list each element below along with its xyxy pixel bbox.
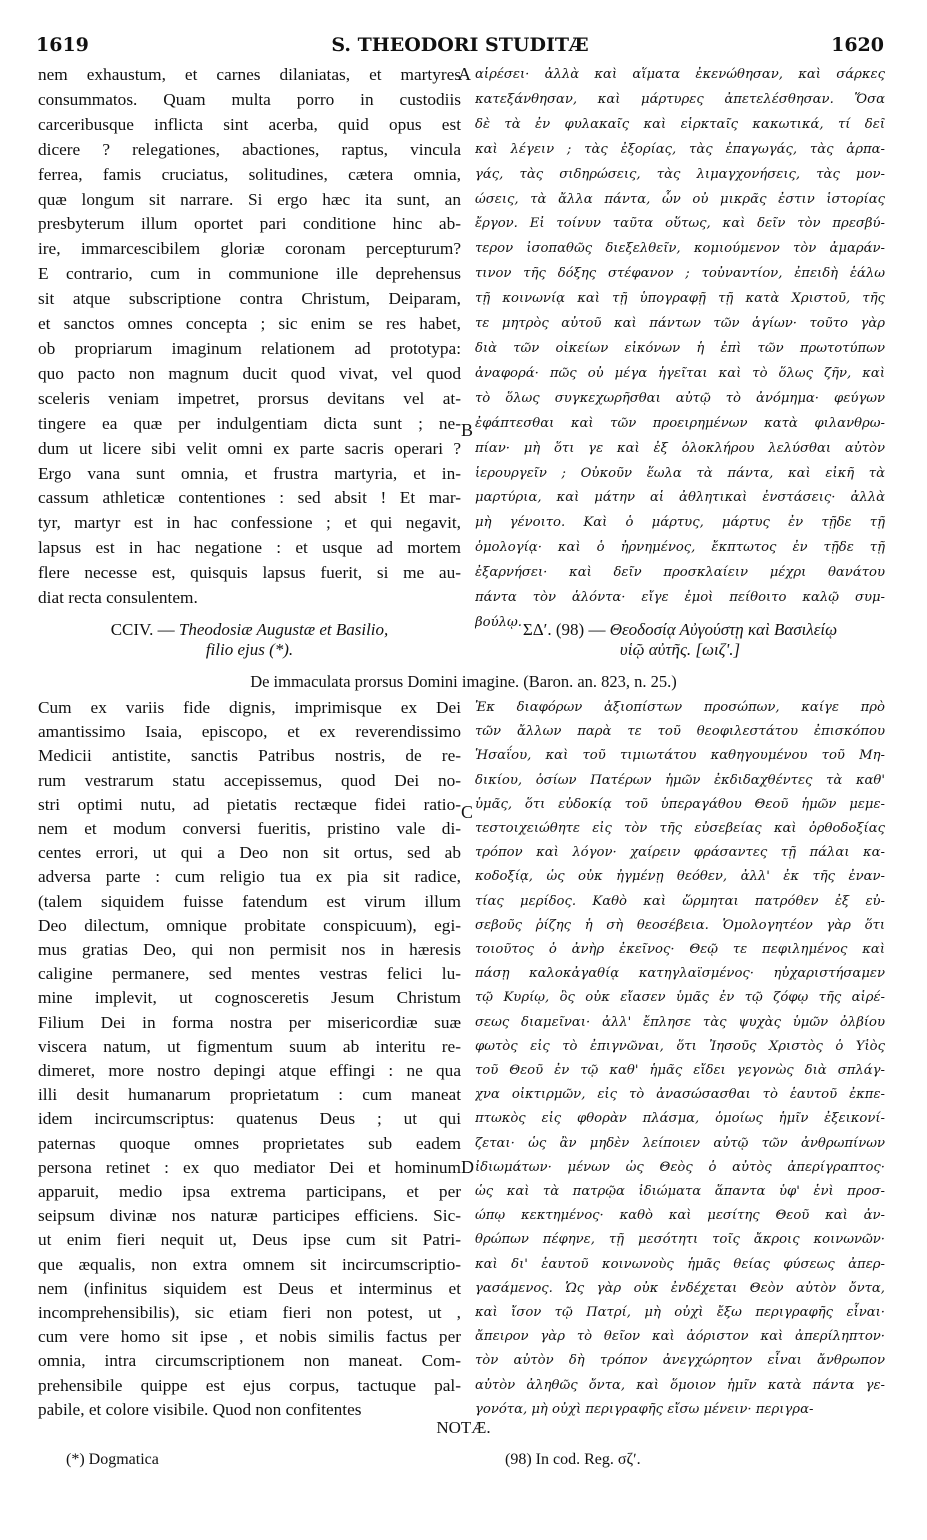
- text-line: ἔργον. Εἰ τοίνυν ταῦτα οὕτως, καὶ δεῖν τὸν πρεσβύ-: [475, 216, 885, 232]
- text-line: E contrario, cum in communione ille deprehensus: [38, 264, 461, 284]
- text-line: δὲ τὰ ἐν φυλακαῖς καὶ εἱρκταῖς κακωτικά, τί δεῖ: [475, 116, 885, 132]
- notes-heading: NOTÆ.: [436, 1418, 491, 1437]
- text-line: cum vere homo sit ipse , et nobis similis factus per: [38, 1327, 461, 1347]
- text-line: ἐφάπτεσθαι καὶ τῶν προειρημένων κατὰ φιλανθρω-: [475, 415, 885, 431]
- text-line: centes errori, ut qui a Deo non sit ortus, sed ab: [38, 843, 461, 863]
- letter-heading-latin: [38, 620, 461, 660]
- greek-column-top: [475, 63, 885, 636]
- text-line: τῷ Κυρίῳ, ὃς οὐκ εἴασεν ὑμᾶς ἐν τῷ ζόφῳ τῆς αἱρέ-: [475, 990, 885, 1006]
- text-line: χνα οἰκτιρμῶν, εἰς τὸ ἀνασώσασθαι τὸ ἑαυτοῦ ἐκπε-: [475, 1087, 885, 1103]
- running-header: [36, 34, 884, 62]
- text-line: κοδοξίᾳ, ὡς οὐκ ἠγμένῃ θεόθεν, ἀλλ' ἐκ τῆς ἐναν-: [475, 869, 885, 885]
- text-line: incomprehensibilis), sic etiam fieri non potest, ut ,: [38, 1303, 461, 1323]
- text-line: σεβοῦς ῥίζης ἡ σὴ θεοσέβεια. Ὁμολογητέον γὰρ ὅτι: [475, 917, 885, 933]
- text-line: diat recta consulentem.: [38, 588, 198, 608]
- text-line: Ἐκ διαφόρων ἀξιοπίστων προσώπων, καίγε πρὸ: [475, 700, 885, 715]
- letter-number-latin: CCIV. —: [110, 620, 175, 639]
- text-line: ob propriarum imaginum relationem ad prototypa:: [38, 338, 461, 358]
- text-line: paternas quoque omnes proprietates sub eadem: [38, 1133, 461, 1153]
- text-line: que æqualis, non extra omnem sit incircumscriptio-: [38, 1254, 461, 1274]
- text-line: tingere ea quæ per indulgentiam dicta sunt ; ne-: [38, 413, 461, 433]
- text-line: τῶν ἄλλων παρὰ τε τοῦ θεοφιλεστάτου ἐπισκόπου: [475, 724, 885, 740]
- text-line: viscera natum, ut figmentum suum ab interitu re-: [38, 1036, 461, 1056]
- text-line: γασάμενος. Ὡς γὰρ οὐκ ἐνδέχεται Θεὸν αὐτὸν ὄντα,: [475, 1280, 885, 1296]
- text-line: ἀναφορά· πῶς οὐ μέγα ἡγεῖται καὶ τὸ ὅλως ζῆν, καὶ: [475, 365, 885, 381]
- text-line: omnia, intra circumscriptionem non maneat. Com-: [38, 1351, 461, 1371]
- text-line: δικίου, ὁσίων Πατέρων ἡμῶν ἐκδιδαχθέντες τὰ καθ': [475, 772, 885, 788]
- text-line: sit atque subscriptione contra Christum, Deiparam,: [38, 289, 461, 309]
- text-line: πίαν· μὴ ὅτι γε καὶ ἐξ ὁλοκλήρου λελύσθαι αὐτὸν: [475, 440, 885, 456]
- margin-letter: D: [461, 1157, 474, 1177]
- text-line: πτωκὸς εἰς φθορὰν πλάσμα, ὁμοίως ἡμῖν ἐξεικονί-: [475, 1111, 885, 1127]
- text-line: μὴ γένοιτο. Καὶ ὁ μάρτυς, μάρτυς ἐν τῇδε τῇ: [475, 515, 885, 531]
- text-line: dum ut licere sibi velit omni ex parte sacris operari ?: [38, 438, 461, 458]
- text-line: lapsus est in hac negatione : et usque ad mortem: [38, 538, 461, 558]
- margin-letter: A: [458, 64, 471, 84]
- text-line: πάσῃ καλοκἀγαθίᾳ κατηγλαϊσμένος· ηὐχαριστήσαμεν: [475, 966, 885, 982]
- text-line: presbyterum illum oportet pari conditione hinc ab-: [38, 214, 461, 234]
- text-line: pabile, et colore visibile. Quod non confitentes: [38, 1399, 362, 1419]
- letter-heading-greek: [475, 620, 885, 660]
- text-line: Cum ex variis fide dignis, imprimisque ex Dei: [38, 698, 461, 717]
- text-line: Filium Dei in forma nostra per misericordiæ suæ: [38, 1012, 461, 1032]
- letter-title-greek: Θεοδοσίᾳ Αὐγούστῃ καὶ Βασιλείῳ: [609, 620, 838, 639]
- latin-column-bottom: [38, 696, 461, 1422]
- page-number-left: 1619: [36, 34, 89, 56]
- letter-subheading: De immaculata prorsus Domini imagine. (Baron. an. 823, n. 25.): [250, 672, 677, 691]
- text-line: ὡς καὶ τὰ πατρῷα ἰδιώματα ἅπαντα ὑφ' ἑνὶ προσ-: [475, 1184, 885, 1200]
- text-line: φωτὸς εἰς τὸ ἐπιγνῶναι, ὅτι Ἰησοῦς Χριστὸς ὁ Υἱὸς: [475, 1038, 885, 1054]
- text-line: τε μητρὸς αὐτοῦ καὶ πάντων τῶν ἁγίων· τοῦτο γὰρ: [475, 316, 885, 332]
- letter-title-latin-line2: filio ejus (*).: [205, 640, 294, 659]
- text-line: τρόπον καὶ λόγον· χαίρειν φράσαντες τῇ πάλαι κα-: [475, 845, 885, 861]
- text-line: consummatos. Quam multa porro in custodiis: [38, 89, 461, 109]
- text-line: ire, immarcescibilem gloriæ coronam percepturum?: [38, 239, 461, 259]
- text-line: τοῦ Θεοῦ ἐν τῷ καθ' ἡμᾶς εἴδει γεγονὼς διὰ σπλάγ-: [475, 1063, 885, 1079]
- margin-letter: C: [461, 802, 474, 822]
- text-line: mine implevit, ut cognosceretis Jesum Christum: [38, 988, 461, 1008]
- text-line: dimeret, more nostro depingi atque effingi : ne qua: [38, 1061, 461, 1081]
- text-line: quo pacto non magnum ducit quod vivat, vel quod: [38, 363, 461, 383]
- text-line: ἄπειρον γὰρ τὸ θεῖον καὶ ἀόριστον καὶ ἀπερίληπτον·: [475, 1329, 885, 1345]
- text-line: τοιοῦτος ὁ ἀνὴρ ἐκεῖνος· Θεῷ τε πεφιλημένος καὶ: [475, 942, 885, 958]
- text-line: τῇ κοινωνίᾳ καὶ τῇ ὑπογραφῇ τῇ κατὰ Χριστοῦ, τῆς: [475, 291, 885, 307]
- text-line: ἱερουργεῖν ; Οὐκοῦν ἕωλα τὰ πάντα, καὶ εἰκῆ τὰ: [475, 465, 885, 481]
- text-line: seipsum divinæ nos naturæ participes efficiens. Sic-: [38, 1206, 461, 1226]
- text-line: βούλῳ.: [475, 614, 522, 630]
- text-line: ut enim fieri nequit ut, Deus ipse cum sit Patri-: [38, 1230, 461, 1250]
- text-line: γάς, τὰς σιδηρώσεις, τὰς λιμαγχονήσεις, τὰς μον-: [475, 166, 885, 182]
- text-line: nem et modum conversi fueritis, pristino vale di-: [38, 819, 461, 839]
- text-line: tyr, martyr est in hac confessione ; et qui negavit,: [38, 513, 461, 533]
- text-line: ἐξαρνήσει· καὶ δεῖν προσκλαίειν μέχρι θανάτου: [475, 565, 885, 581]
- text-line: τίας μερίδος. Καθὸ καὶ ὥρμηται πατρόθεν ἐξ εὐ-: [475, 893, 885, 909]
- text-line: ἰδιωμάτων· μένων ὡς Θεὸς ὁ αὐτὸς ἀπερίγραπτος·: [475, 1159, 885, 1175]
- text-line: τινον τῆς δόξης στέφανον ; τοὐναντίον, ἐπειδὴ ἑάλω: [475, 266, 885, 282]
- footnote-left: (*) Dogmatica: [66, 1451, 159, 1468]
- text-line: διὰ τῶν οἰκείων εἰκόνων ἡ ἐπὶ τῶν πρωτοτύπων: [475, 340, 885, 356]
- text-line: ζεται· ὡς ἂν μηδὲν λείποιεν αὐτῷ τῶν ἀνθρωπίνων: [475, 1135, 885, 1151]
- text-line: (talem siquidem fuisse fatendum est virum illum: [38, 891, 461, 911]
- letter-title-latin: Theodosiæ Augustæ et Basilio,: [178, 620, 389, 639]
- text-line: stri optimi nutu, ad pietatis rectæque fidei ratio-: [38, 794, 461, 814]
- letter-number-greek: ΣΔʹ. (98) —: [522, 620, 606, 639]
- text-line: μαρτύρια, καὶ μάτην αἱ ἀθλητικαὶ ἐνστάσεις· ἀλλὰ: [475, 490, 885, 506]
- text-line: Ergo vana sunt omnia, et frustra martyria, et in-: [38, 463, 461, 483]
- text-line: τεστοιχειώθητε εἰς τὸν τῆς εὐσεβείας καὶ ὀρθοδοξίας: [475, 821, 885, 837]
- text-line: καὶ ἴσον τῷ Πατρί, μὴ οὐχὶ ἔξω περιγραφῆς εἶναι·: [475, 1305, 885, 1321]
- text-line: γονότα, μὴ οὐχὶ περιγραφῆς εἴσω μένειν· περιγρα-: [475, 1401, 814, 1417]
- text-line: καὶ λέγειν ; τὰς ἐξορίας, τὰς ἐπαγωγάς, τὰς ἁρπα-: [475, 141, 885, 157]
- text-line: mus gratias Deo, qui non permisit nos in hæresis: [38, 940, 461, 960]
- text-line: adversa parte : cum religio tua ex pia sit radice,: [38, 867, 461, 887]
- text-line: κατεξάνθησαν, καὶ μάρτυρες ἀπετελέσθησαν. Ὅσα: [475, 91, 885, 107]
- text-line: prehensibile quippe est ejus corpus, tactuque pal-: [38, 1375, 461, 1395]
- text-line: αὐτὸν ἀληθῶς ὄντα, καὶ ὅμοιον ἡμῖν κατὰ πάντα γε-: [475, 1377, 885, 1393]
- text-line: quæ longum sit narrare. Si ergo hæc ita sunt, an: [38, 189, 461, 209]
- text-line: αἱρέσει· ἀλλὰ καὶ αἵματα ἐκενώθησαν, καὶ σάρκες: [475, 67, 885, 82]
- text-line: et sanctos omnes concepta ; sic enim se res habet,: [38, 314, 461, 334]
- greek-column-bottom: [475, 696, 885, 1422]
- page-number-right: 1620: [831, 34, 884, 56]
- running-title: S. THEODORI STUDITÆ: [331, 34, 589, 56]
- text-line: dicere ? relegationes, abactiones, raptus, vincula: [38, 139, 461, 159]
- text-line: ferrea, famis cruciatus, solitudines, cætera omnia,: [38, 164, 461, 184]
- text-line: θρώπων πέφηνε, τῇ μεσότητι τοῖς ἄκροις κοινωνῶν·: [475, 1232, 885, 1248]
- text-line: τερον ἰσοπαθῶς διεξελθεῖν, κομιούμενον τὸν ἀμαράν-: [475, 241, 885, 257]
- text-line: caligine permanere, sed mentes vestras felici lu-: [38, 964, 461, 984]
- text-line: Ἡσαΐου, καὶ τοῦ τιμιωτάτου καθηγουμένου τοῦ Μη-: [475, 748, 885, 764]
- text-line: καὶ δι' ἑαυτοῦ κοινωνοὺς ἡμᾶς θείας φύσεως ἀπερ-: [475, 1256, 885, 1272]
- text-line: nem (infinitus siquidem est Deus et interminus et: [38, 1278, 461, 1298]
- text-line: sceleris veniam impetret, prorsus devitans vel at-: [38, 388, 461, 408]
- text-line: idem incircumscriptus: quatenus Deus ; ut qui: [38, 1109, 461, 1129]
- text-line: rum vestrarum statu accepissemus, quod Dei no-: [38, 770, 461, 790]
- text-line: nem exhaustum, et carnes dilaniatas, et martyres: [38, 65, 461, 84]
- margin-letter: B: [461, 420, 474, 440]
- text-line: apparuit, medio ipsa extrema participans, et per: [38, 1182, 461, 1202]
- text-line: cassum athleticæ contentiones : sed absit ! Et mar-: [38, 488, 461, 508]
- latin-column-top: [38, 63, 461, 611]
- text-line: ὑμᾶς, ὅτι εὐδοκίᾳ τοῦ ὑπεραγάθου Θεοῦ ἡμῶν μεμε-: [475, 796, 885, 812]
- text-line: flere necesse est, quisquis lapsus fuerit, si me au-: [38, 563, 461, 583]
- footnote-right: (98) In cod. Reg. σζʹ.: [505, 1451, 641, 1468]
- text-line: carceribusque inflicta sint acerba, quid opus est: [38, 114, 461, 134]
- text-line: amantissimo Isaia, episcopo, et ex reverendissimo: [38, 722, 461, 742]
- text-line: Deo dilectum, omnique probitate conspicuum), egi-: [38, 915, 461, 935]
- text-line: τὸ ὅλως συγκεχωρῆσθαι αὐτῷ τὸ ἀνόμημα· φεύγων: [475, 390, 885, 406]
- letter-title-greek-line2: υἱῷ αὐτῆς. [ωιζʹ.]: [619, 640, 741, 659]
- text-line: πάντα τὸν ἁλόντα· εἴγε ἐμοὶ πείθοιτο καλῷ συμ-: [475, 590, 885, 606]
- text-line: ώσεις, τὰ ἄλλα πάντα, ὧν οὐ μικρᾶς ἐστιν ἱστορίας: [475, 191, 885, 207]
- text-line: persona retinet : ex quo mediator Dei et hominum: [38, 1157, 461, 1177]
- text-line: σεως διαμεῖναι· ἀλλ' ἔπλησε τὰς ψυχὰς ὑμῶν ὀλβίου: [475, 1014, 885, 1030]
- text-line: ὁμολογίᾳ· καὶ ὁ ἠρνημένος, ἔκπτωτος ἐν τῇδε τῇ: [475, 540, 885, 556]
- text-line: τὸν αὐτὸν δὴ τρόπον ἀνεγχώρητον εἶναι ἄνθρωπον: [475, 1353, 885, 1369]
- text-line: illi desit humanarum proprietatum : cum maneat: [38, 1085, 461, 1105]
- text-line: ώπῳ κεκτημένος· καθὸ καὶ μεσίτης Θεοῦ καὶ ἀν-: [475, 1208, 885, 1224]
- text-line: Medicii antistite, sanctis Patribus nostris, de re-: [38, 746, 461, 766]
